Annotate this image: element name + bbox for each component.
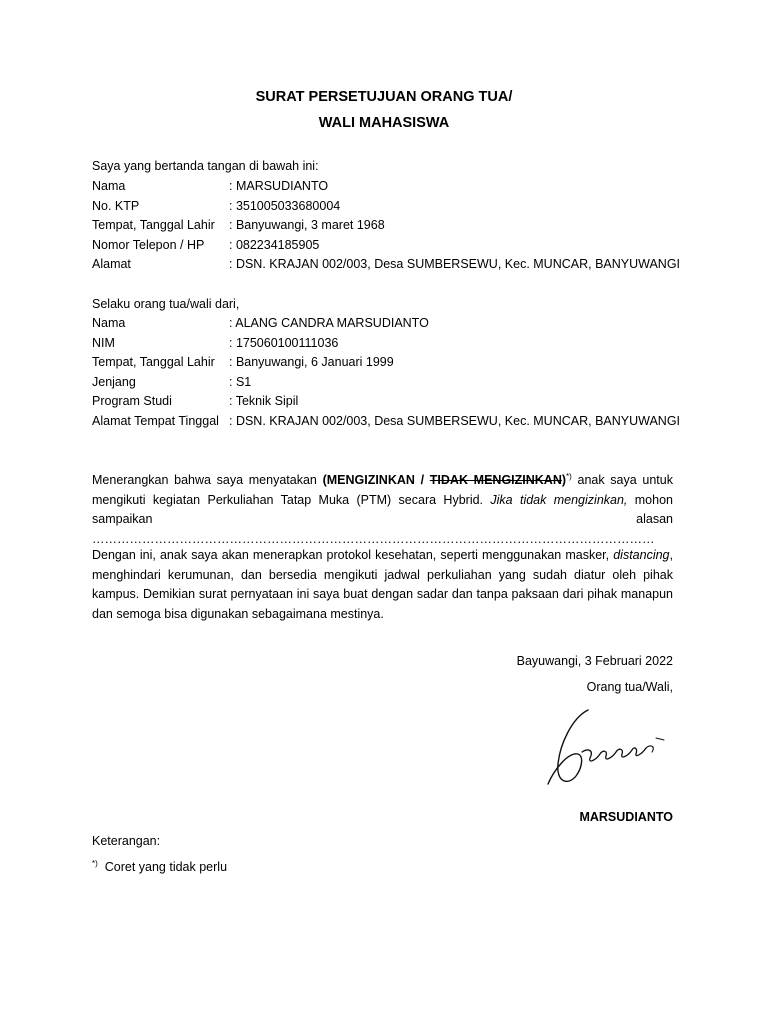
parent-intro: Saya yang bertanda tangan di bawah ini: bbox=[92, 159, 319, 173]
student-level-label: Jenjang bbox=[92, 375, 136, 389]
parent-address-label: Alamat bbox=[92, 257, 131, 271]
parent-phone-value: : 082234185905 bbox=[229, 238, 320, 252]
student-program-label: Program Studi bbox=[92, 394, 172, 408]
student-intro: Selaku orang tua/wali dari, bbox=[92, 297, 240, 311]
notes-text: Coret yang tidak perlu bbox=[104, 860, 228, 875]
student-address-label: Alamat Tempat Tinggal bbox=[92, 414, 219, 428]
student-name-label: Nama bbox=[92, 316, 126, 330]
notes-mark: *) bbox=[92, 859, 98, 868]
parent-address-value: : DSN. KRAJAN 002/003, Desa SUMBERSEWU, Kec. MUNCAR, BANYUWANGI bbox=[229, 257, 681, 271]
consent-text-2: anak saya untuk mengikuti kegiatan Perkuliahan Tatap Muka (PTM) secara Hybrid. bbox=[92, 473, 673, 507]
consent-options bbox=[323, 473, 566, 487]
protocol-italic: distancing bbox=[613, 548, 670, 562]
consent-open: (MENGIZINKAN / bbox=[322, 473, 430, 488]
student-birth-label: Tempat, Tanggal Lahir bbox=[92, 355, 215, 369]
student-name-value: : ALANG CANDRA MARSUDIANTO bbox=[229, 316, 429, 330]
notes-item bbox=[92, 859, 227, 874]
student-birth-value: : Banyuwangi, 6 Januari 1999 bbox=[229, 355, 394, 369]
consent-text-3: mohon sampaikan alasan ……………………………………………………………………………………………………………………… bbox=[92, 492, 673, 546]
consent-italic: Jika tidak mengizinkan, bbox=[490, 492, 628, 507]
parent-ktp-label: No. KTP bbox=[92, 199, 140, 213]
consent-text-1: Menerangkan bahwa saya menyatakan bbox=[92, 473, 323, 488]
student-nim-label: NIM bbox=[92, 336, 115, 350]
title-line-1: SURAT PERSETUJUAN ORANG TUA/ bbox=[255, 89, 513, 105]
consent-struck-option: TIDAK MENGIZINKAN bbox=[429, 473, 562, 488]
parent-ktp-value: : 351005033680004 bbox=[229, 199, 341, 213]
place-date: Bayuwangi, 3 Februari 2022 bbox=[516, 654, 673, 668]
consent-close: ) bbox=[561, 473, 567, 488]
footnote-mark: *) bbox=[566, 472, 572, 481]
protocol-paragraph bbox=[92, 546, 673, 624]
parent-name-label: Nama bbox=[92, 179, 126, 193]
notes-heading: Keterangan: bbox=[92, 834, 161, 848]
signer-name: MARSUDIANTO bbox=[579, 810, 673, 824]
parent-phone-label: Nomor Telepon / HP bbox=[92, 238, 205, 252]
consent-paragraph bbox=[92, 467, 673, 550]
student-nim-value: : 175060100111036 bbox=[229, 336, 339, 350]
protocol-text-1: Dengan ini, anak saya akan menerapkan protokol kesehatan, seperti menggunakan masker, bbox=[92, 548, 614, 562]
student-program-value: : Teknik Sipil bbox=[229, 394, 299, 408]
student-address-value: : DSN. KRAJAN 002/003, Desa SUMBERSEWU, Kec. MUNCAR, BANYUWANGI bbox=[229, 414, 681, 428]
student-level-value: : S1 bbox=[229, 375, 252, 389]
parent-birth-label: Tempat, Tanggal Lahir bbox=[92, 218, 215, 232]
protocol-text-2: , menghindari kerumunan, dan bersedia mengikuti jadwal perkuliahan yang sudah diatur oleh pihak kampus. Demikian surat pernyataan ini saya buat dengan sadar dan tanpa paksaan dari pihak manapun dan semoga bisa digunakan sebagaimana mestinya. bbox=[92, 548, 673, 621]
signer-role: Orang tua/Wali, bbox=[586, 680, 673, 694]
signature-image bbox=[538, 704, 678, 794]
title-line-2: WALI MAHASISWA bbox=[318, 115, 450, 131]
parent-name-value: : MARSUDIANTO bbox=[229, 179, 329, 193]
parent-birth-value: : Banyuwangi, 3 maret 1968 bbox=[229, 218, 385, 232]
